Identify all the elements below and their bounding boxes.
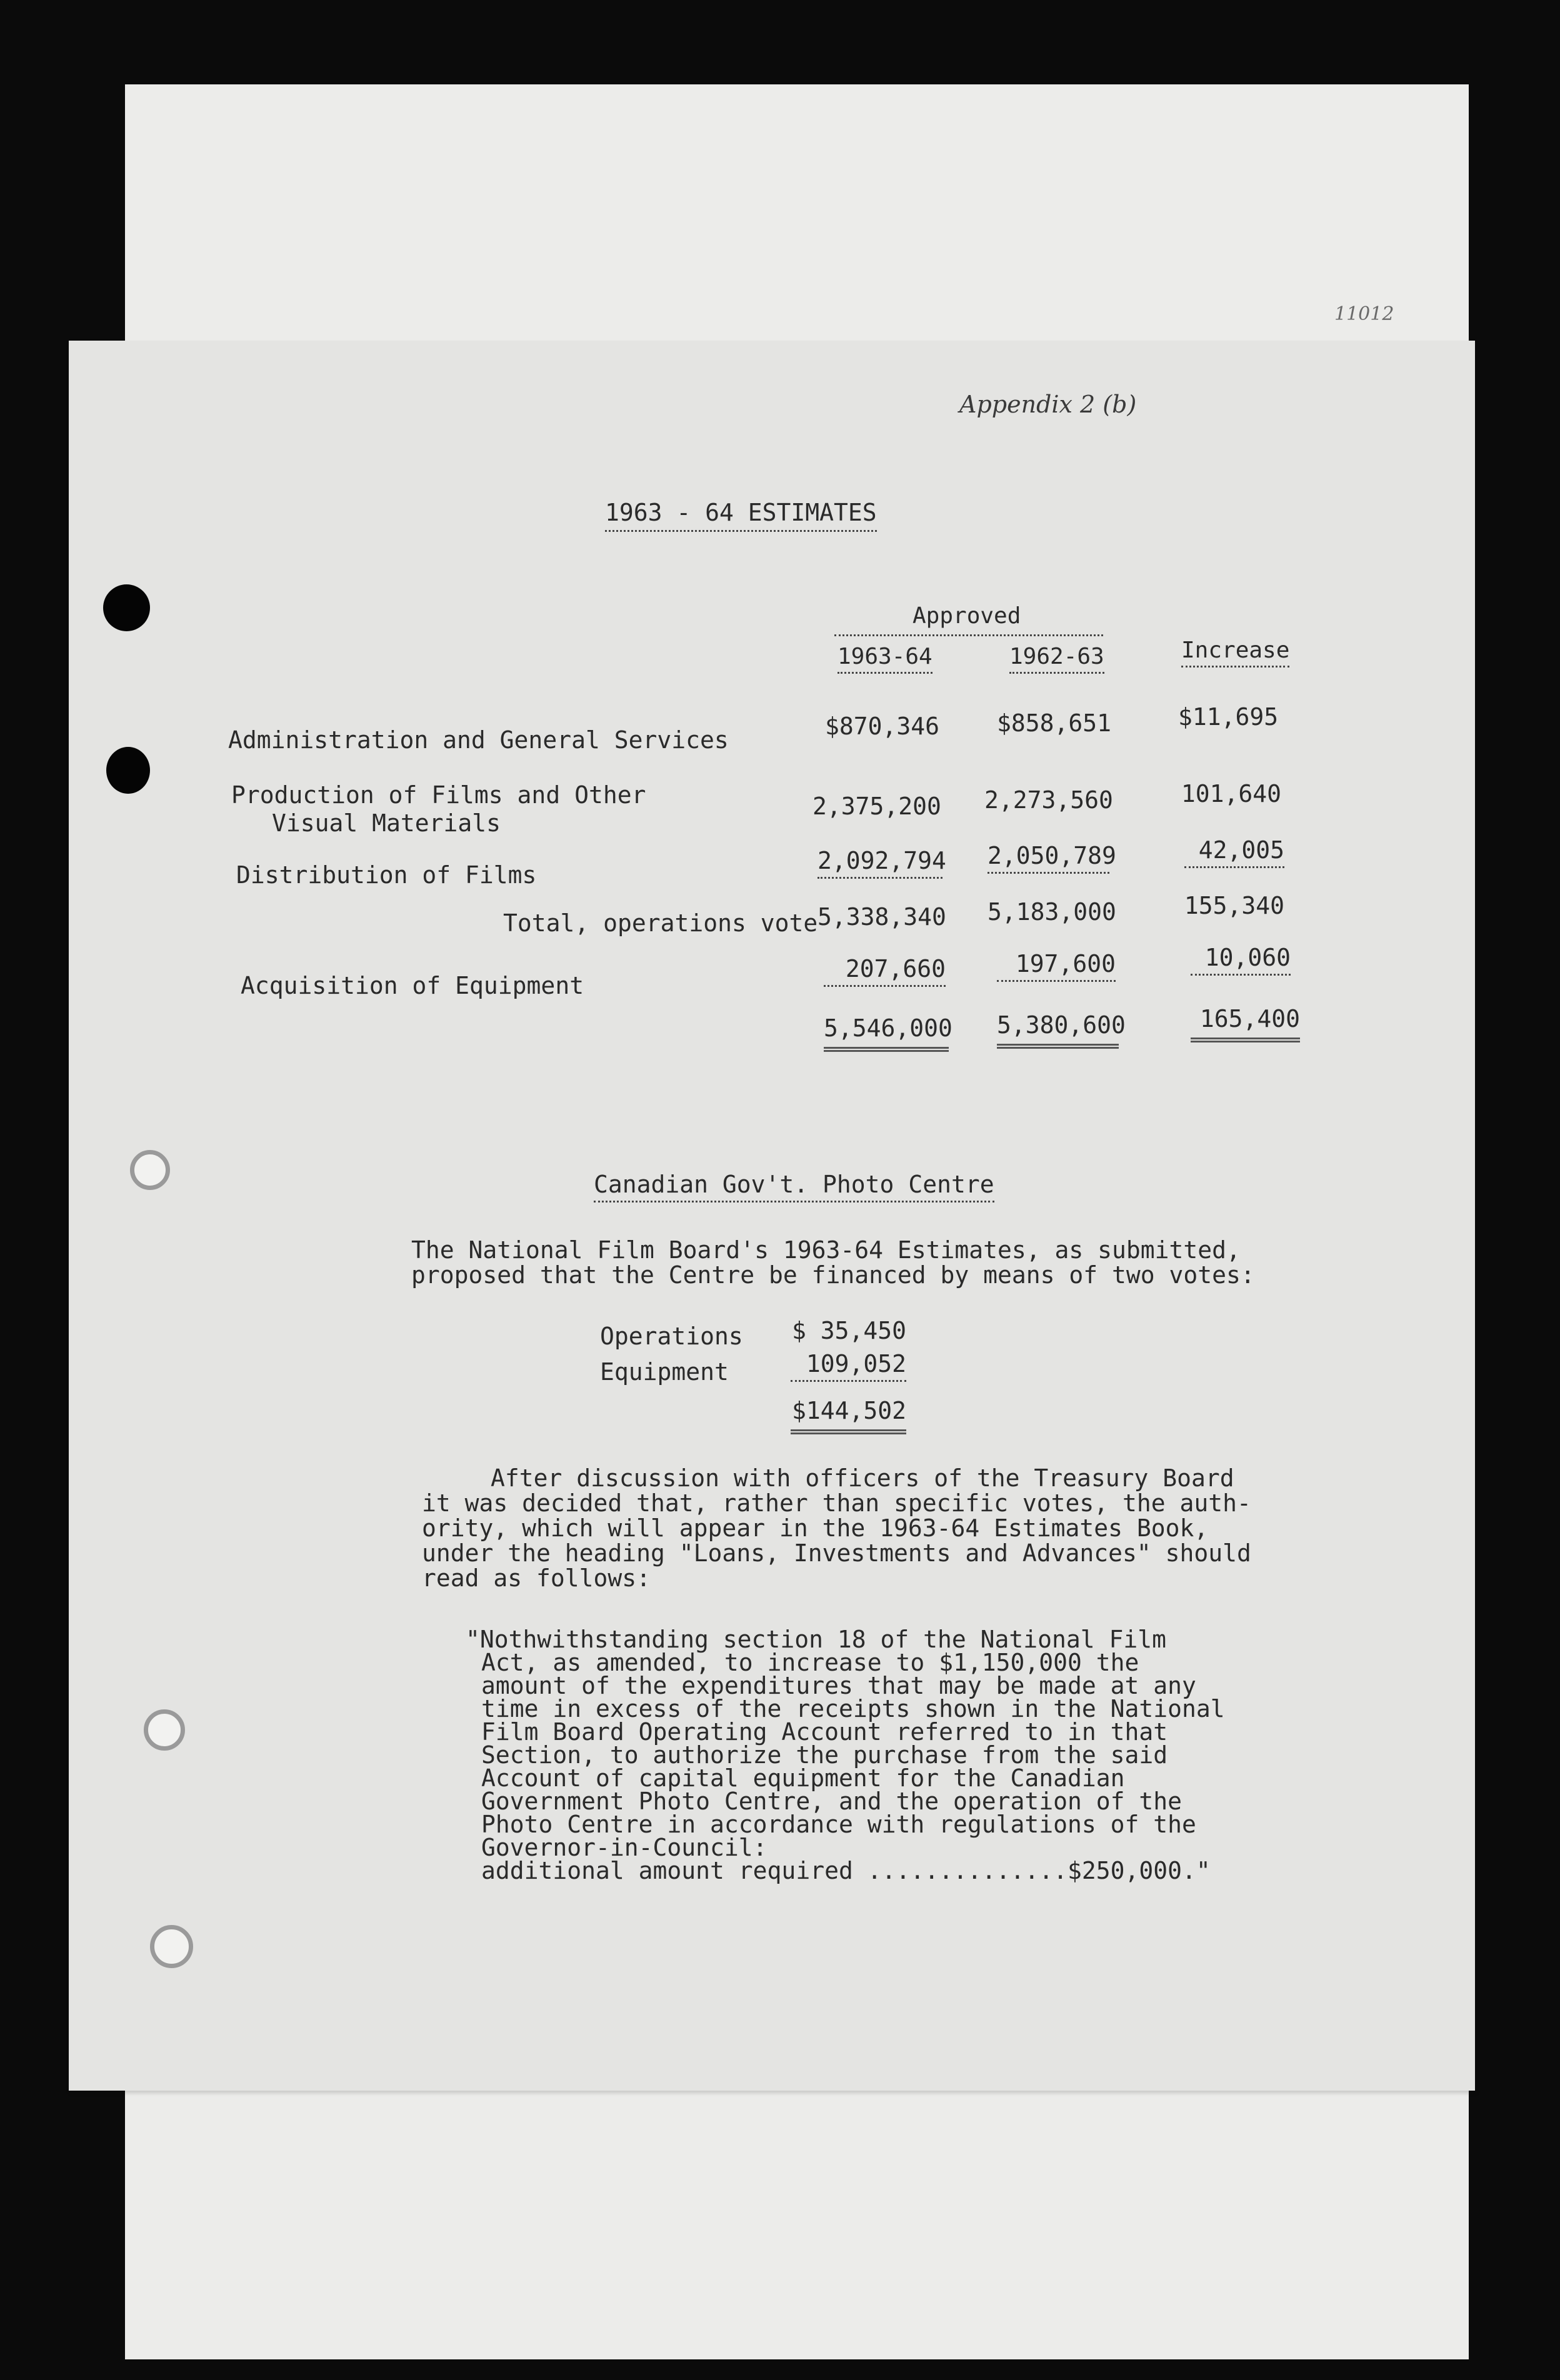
quoted-authority	[466, 1628, 1225, 1882]
cell-increase: 10,060	[1191, 944, 1291, 976]
punch-hole	[150, 1925, 193, 1968]
quote-line: "Nothwithstanding section 18 of the National Film	[466, 1626, 1167, 1653]
quote-line: Section, to authorize the purchase from the said	[481, 1741, 1168, 1769]
column-header-1963: 1963-64	[838, 644, 932, 674]
quote-line: Government Photo Centre, and the operation of the	[481, 1788, 1182, 1815]
punch-hole	[144, 1709, 185, 1751]
discussion-line: read as follows:	[422, 1564, 651, 1592]
discussion-line: After discussion with officers of the Treasury Board	[491, 1464, 1234, 1492]
cell-1962: 5,183,000	[988, 898, 1116, 926]
cell-increase: 42,005	[1184, 836, 1284, 868]
intro-paragraph	[411, 1238, 1255, 1288]
cell-1962: 197,600	[997, 950, 1116, 982]
archive-number: 11012	[1334, 303, 1394, 325]
row-label-distribution: Distribution of Films	[236, 861, 537, 889]
row-label-administration: Administration and General Services	[228, 726, 729, 754]
discussion-paragraph	[422, 1466, 1251, 1591]
vote-amount: $ 35,450	[791, 1317, 906, 1344]
cell-1963: 5,338,340	[818, 903, 946, 931]
cell-increase: $11,695	[1178, 703, 1279, 731]
quote-line: Governor-in-Council:	[481, 1834, 768, 1861]
cell-1963-total: 5,546,000	[824, 1014, 949, 1052]
discussion-line: under the heading "Loans, Investments and Advances" should	[422, 1539, 1251, 1567]
punch-hole	[106, 747, 150, 794]
approved-rule	[834, 634, 1103, 636]
quote-line: Account of capital equipment for the Canadian	[481, 1764, 1125, 1792]
column-header-1962: 1962-63	[1009, 644, 1104, 674]
row-label-production: Production of Films and Other	[231, 781, 646, 809]
cell-1963: 207,660	[824, 955, 946, 987]
cell-1963: 2,092,794	[818, 847, 942, 879]
row-label-production-line2: Visual Materials	[272, 809, 501, 837]
vote-label: Equipment	[600, 1358, 729, 1386]
punch-hole	[103, 584, 150, 631]
punch-hole	[130, 1150, 170, 1190]
cell-increase-total: 165,400	[1191, 1005, 1300, 1042]
discussion-line: ority, which will appear in the 1963-64 Estimates Book,	[422, 1514, 1209, 1542]
cell-increase: 101,640	[1181, 780, 1281, 808]
votes-total: $144,502	[791, 1397, 906, 1434]
quote-line: Act, as amended, to increase to $1,150,000 the	[481, 1649, 1139, 1676]
quote-line: Photo Centre in accordance with regulations of the	[481, 1811, 1196, 1838]
vote-label: Operations	[600, 1322, 743, 1350]
cell-1962: 2,050,789	[988, 842, 1109, 874]
intro-line: The National Film Board's 1963-64 Estimates, as submitted,	[411, 1236, 1241, 1264]
cell-1962: $858,651	[997, 709, 1112, 737]
approved-header: Approved	[912, 603, 1021, 629]
cell-1962: 2,273,560	[984, 786, 1113, 814]
vote-amount: 109,052	[791, 1350, 906, 1382]
section-heading: Canadian Gov't. Photo Centre	[594, 1171, 994, 1202]
quote-line: Film Board Operating Account referred to in that	[481, 1718, 1168, 1746]
row-label-total-operations: Total, operations vote	[503, 909, 818, 937]
cell-1962-total: 5,380,600	[997, 1011, 1119, 1049]
intro-line: proposed that the Centre be financed by means of two votes:	[411, 1261, 1255, 1289]
cell-increase: 155,340	[1184, 892, 1284, 919]
quote-line: amount of the expenditures that may be made at any	[481, 1672, 1196, 1699]
quote-line: time in excess of the receipts shown in the National	[481, 1695, 1225, 1722]
discussion-line: it was decided that, rather than specific votes, the auth-	[422, 1489, 1251, 1517]
row-label-equipment: Acquisition of Equipment	[241, 972, 584, 999]
cell-1963: $870,346	[825, 712, 940, 740]
column-header-increase: Increase	[1181, 638, 1289, 668]
page-title: 1963 - 64 ESTIMATES	[605, 499, 877, 532]
quote-line: additional amount required ..............$250,000."	[481, 1857, 1211, 1884]
appendix-label: Appendix 2 (b)	[959, 391, 1137, 418]
cell-1963: 2,375,200	[812, 792, 941, 820]
